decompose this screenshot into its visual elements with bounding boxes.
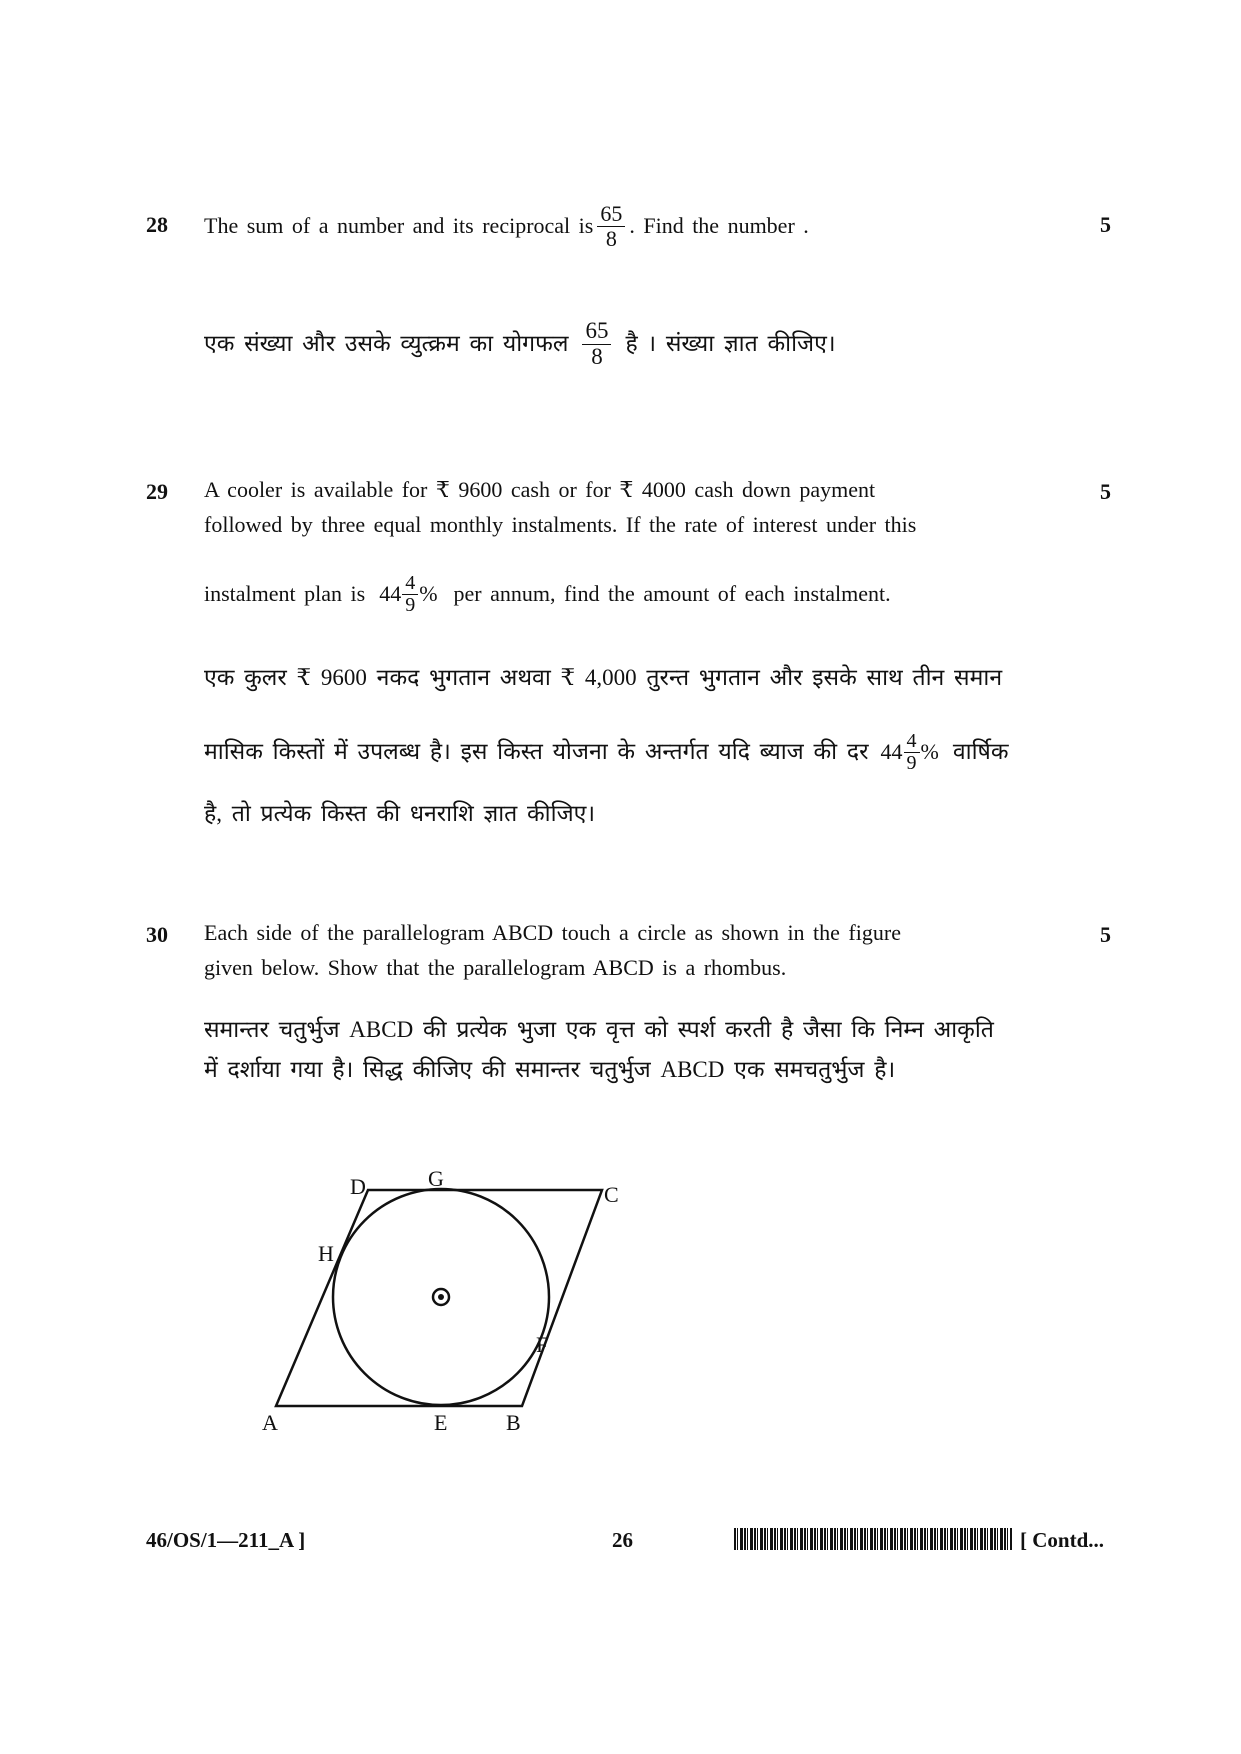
q29-hindi-rate-percent: %	[920, 739, 939, 764]
q28-hindi-before: एक संख्या और उसके व्युत्क्रम का योगफल	[204, 331, 569, 356]
q29-hindi-rate-whole: 44	[880, 739, 903, 764]
q28-text-before: The sum of a number and its reciprocal is	[204, 213, 594, 238]
q29-hindi-line2-after: वार्षिक	[952, 739, 1009, 764]
q29-marks: 5	[1100, 479, 1111, 504]
q30-hindi-line1: समान्तर चतुर्भुज ABCD की प्रत्येक भुजा एक वृत्त को स्पर्श करती है जैसा कि निम्न आकृति	[204, 1017, 994, 1042]
q29-hindi-line1: एक कुलर ₹ 9600 नकद भुगतान अथवा ₹ 4,000 तुरन्त भुगतान और इसके साथ तीन समान	[204, 665, 1003, 690]
continued-label: [ Contd...	[1020, 1528, 1105, 1552]
q29-line3-before: instalment plan is	[204, 581, 366, 606]
q29-hindi-rate-denominator: 9	[906, 751, 917, 774]
q29-english-line2: followed by three equal monthly instalments. If the rate of interest under this	[204, 512, 917, 537]
label-g: G	[428, 1166, 444, 1191]
q30-marks: 5	[1100, 922, 1111, 947]
question-28-hindi	[204, 310, 1004, 378]
q29-hindi-line2	[204, 720, 1084, 784]
q28-hindi-fraction-numerator: 65	[582, 319, 611, 344]
q29-hindi-line2-before: मासिक किस्तों में उपलब्ध है। इस किस्त योजना के अन्तर्गत यदि ब्याज की दर	[204, 739, 869, 764]
barcode-graphic	[734, 1528, 1012, 1550]
label-e: E	[434, 1410, 448, 1435]
q28-fraction-denominator: 8	[605, 225, 617, 251]
q28-marks: 5	[1100, 212, 1111, 237]
q30-hindi-line2: में दर्शाया गया है। सिद्ध कीजिए की समान्तर चतुर्भुज ABCD एक समचतुर्भुज है।	[204, 1057, 896, 1082]
question-28-english	[204, 192, 964, 260]
q30-english-line2: given below. Show that the parallelogram ABCD is a rhombus.	[204, 955, 787, 980]
q29-hindi-rate-numerator: 4	[904, 731, 920, 753]
q29-english-line3	[204, 562, 1064, 626]
label-a: A	[262, 1410, 278, 1435]
q29-rate-whole: 44	[379, 581, 402, 606]
q29-hindi-line3: है, तो प्रत्येक किस्त की धनराशि ज्ञात कीजिए।	[204, 801, 596, 826]
q29-rate-denominator: 9	[405, 593, 416, 616]
paper-code: 46/OS/1—211_A ]	[146, 1528, 306, 1552]
q28-hindi-fraction-denominator: 8	[591, 343, 603, 369]
page-number: 26	[612, 1528, 633, 1552]
centre-mark-dot	[438, 1294, 444, 1300]
label-f: F	[536, 1332, 549, 1357]
q29-english-line1: A cooler is available for ₹ 9600 cash or for ₹ 4000 cash down payment	[204, 477, 876, 502]
q29-line3-after: per annum, find the amount of each instalment.	[453, 581, 891, 606]
q28-hindi-fraction	[582, 319, 611, 368]
q28-text-after: . Find the number .	[629, 213, 809, 238]
q28-hindi-after: है । संख्या ज्ञात कीजिए।	[625, 331, 836, 356]
label-d: D	[350, 1174, 366, 1199]
question-number-28: 28	[146, 212, 168, 237]
footer-barcode	[734, 1528, 1012, 1552]
question-number-29: 29	[146, 479, 168, 504]
label-b: B	[506, 1410, 521, 1435]
q29-rate-percent: %	[419, 581, 438, 606]
q28-fraction-numerator: 65	[597, 202, 625, 226]
q30-english-line1: Each side of the parallelogram ABCD touch a circle as shown in the figure	[204, 920, 901, 945]
label-h: H	[318, 1241, 334, 1266]
question-number-30: 30	[146, 922, 168, 947]
label-c: C	[604, 1182, 619, 1207]
q29-rate-fraction	[402, 573, 418, 616]
rhombus-circle-figure	[240, 1150, 660, 1440]
q28-fraction	[597, 202, 625, 249]
q29-hindi-rate-fraction	[904, 731, 920, 774]
q29-rate-numerator: 4	[402, 573, 418, 595]
